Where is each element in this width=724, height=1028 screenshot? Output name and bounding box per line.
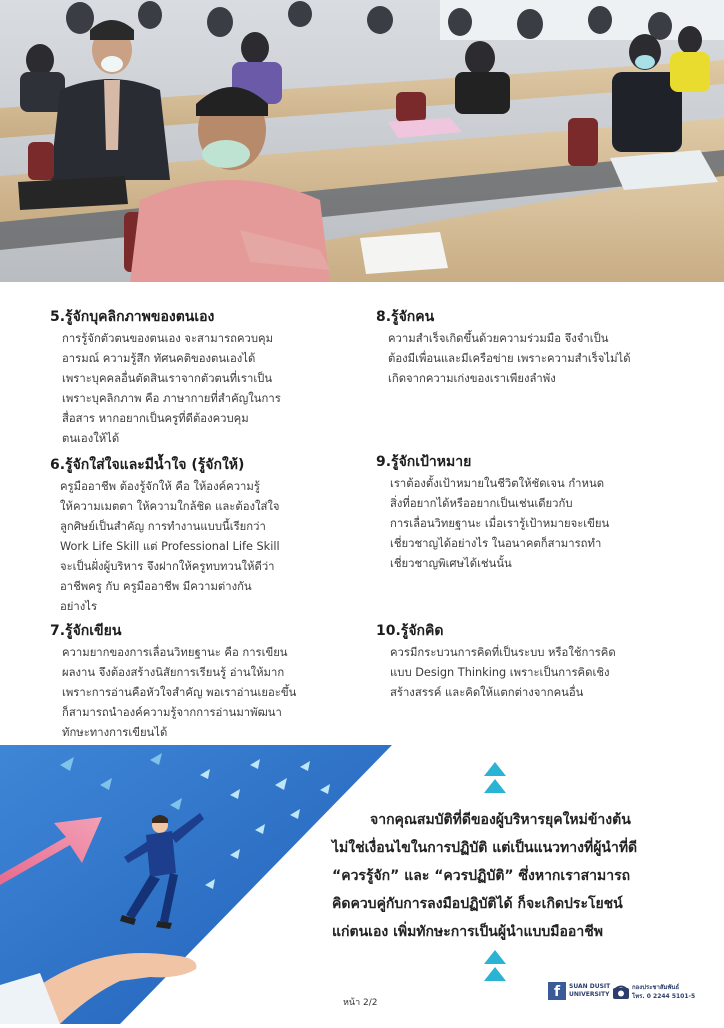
contact-department: กองประชาสัมพันธ์ (632, 984, 680, 991)
section-9-body (376, 474, 666, 574)
section-9-line: เชี่ยวชาญพิเศษได้เช่นนั้น (390, 557, 512, 570)
phone-icon (612, 982, 630, 1000)
section-6-line: ครูมืออาชีพ ต้องรู้จักให้ คือ ให้องค์ความรู้ (60, 480, 260, 493)
conclusion-line: แก่ตนเอง เพิ่มทักษะการเป็นผู้นำแบบมืออาชีพ (332, 924, 603, 940)
section-5-line: อารมณ์ ความรู้สึก ทัศนคติของตนเองได้ (62, 352, 256, 365)
section-5 (50, 307, 325, 449)
conclusion-line: จากคุณสมบัติที่ดีของผู้บริหารยุคใหม่ข้างต้น (370, 812, 631, 828)
section-10-line: แบบ Design Thinking เพราะเป็นการคิดเชิง (390, 666, 610, 679)
seminar-photo-illustration (0, 0, 724, 282)
university-line: UNIVERSITY (569, 991, 610, 998)
page-number: หน้า 2/2 (343, 998, 378, 1008)
contact-phone: โทร. 0 2244 5101-5 (632, 993, 696, 1000)
section-5-line: สื่อสาร หากอยากเป็นครูที่ดีต้องควบคุม (62, 412, 249, 425)
section-10-line: สร้างสรรค์ และคิดให้แตกต่างจากคนอื่น (390, 686, 584, 699)
section-5-line: ตนเองให้ได้ (62, 432, 120, 445)
section-7-body (50, 643, 330, 743)
section-5-line: การรู้จักตัวตนของตนเอง จะสามารถควบคุม (62, 332, 274, 345)
university-line: SUAN DUSIT (569, 983, 611, 990)
contact-info (632, 983, 695, 1001)
university-name (569, 983, 610, 999)
section-10-line: ควรมีกระบวนการคิดที่เป็นระบบ หรือใช้การคิด (390, 646, 616, 659)
section-6-line: จะเป็นฝั่งผู้บริหาร จึงฝากให้ครูทบทวนให้ดีว่า (60, 560, 275, 573)
section-7-line: ทักษะทางการเขียนได้ (62, 726, 168, 739)
section-6-line: ลูกศิษย์เป็นสำคัญ การทำงานแบบนี้เรียกว่า (60, 520, 266, 533)
section-8-line: ความสำเร็จเกิดขึ้นด้วยความร่วมมือ จึงจำเป็น (388, 332, 609, 345)
section-8-title: 8.รู้จักคน (376, 309, 435, 325)
section-10 (376, 621, 666, 703)
section-8-body (376, 329, 676, 389)
section-7-line: เพราะการอ่านคือหัวใจสำคัญ พอเราอ่านเยอะขึ้น (62, 686, 297, 699)
section-8-line: ต้องมีเพื่อนและมีเครือข่าย เพราะความสำเร็จไม่ได้ (388, 352, 631, 365)
section-6-line: ให้ความเมตตา ให้ความใกล้ชิด และต้องใส่ใจ (60, 500, 280, 513)
section-6 (50, 455, 325, 617)
conclusion-line: “ควรรู้จัก” และ “ควรปฏิบัติ” ซึ่งหากเราสามารถ (332, 868, 631, 884)
section-6-line: อาชีพครู กับ ครูมืออาชีพ มีความต่างกัน (60, 580, 252, 593)
section-9-line: เราต้องตั้งเป้าหมายในชีวิตให้ชัดเจน กำหนด (390, 477, 605, 490)
section-5-line: เพราะบุคลิกภาพ คือ ภาษากายที่สำคัญในการ (62, 392, 281, 405)
section-5-line: เพราะบุคคลอื่นตัดสินเราจากตัวตนที่เราเป็น (62, 372, 273, 385)
section-7-line: ผลงาน จึงต้องสร้างนิสัยการเรียนรู้ อ่านให้มาก (62, 666, 285, 679)
section-9-title: 9.รู้จักเป้าหมาย (376, 454, 472, 470)
section-10-body (376, 643, 666, 703)
section-8-line: เกิดจากความเก่งของเราเพียงลำพัง (388, 372, 556, 385)
conclusion-text (332, 806, 707, 946)
arrow-up-icon (484, 762, 508, 796)
section-9 (376, 452, 666, 574)
section-7-line: ก็สามารถนำองค์ความรู้จากการอ่านมาพัฒนา (62, 706, 282, 719)
facebook-icon: f (548, 982, 566, 1000)
section-5-title: 5.รู้จักบุคลิกภาพของตนเอง (50, 309, 215, 325)
section-6-body (50, 477, 325, 617)
section-7-title: 7.รู้จักเขียน (50, 623, 122, 639)
section-9-line: สิ่งที่อยากได้หรืออยากเป็นเช่นเดียวกับ (390, 497, 573, 510)
conclusion-line: ไม่ใช่เงื่อนไขในการปฏิบัติ แต่เป็นแนวทางที่ผู้นำที่ดี (332, 840, 638, 856)
section-9-line: การเลื่อนวิทยฐานะ เมื่อเรารู้เป้าหมายจะเขียน (390, 517, 610, 530)
section-6-title: 6.รู้จักใส่ใจและมีน้ำใจ (รู้จักให้) (50, 457, 245, 473)
section-7-line: ความยากของการเลื่อนวิทยฐานะ คือ การเขียน (62, 646, 288, 659)
section-10-title: 10.รู้จักคิด (376, 623, 444, 639)
section-9-line: เชี่ยวชาญได้อย่างไร ในอนาคตก็สามารถทำ (390, 537, 602, 550)
conclusion-line: คิดควบคู่กับการลงมือปฏิบัติได้ ก็จะเกิดประโยชน์ (332, 896, 623, 912)
section-8 (376, 307, 676, 389)
section-6-line: อย่างไร (60, 600, 98, 613)
arrow-up-icon (484, 950, 508, 984)
section-6-line: Work Life Skill แต่ Professional Life Skill (60, 540, 280, 553)
section-7 (50, 621, 330, 743)
seminar-photo (0, 0, 724, 282)
section-5-body (50, 329, 325, 449)
